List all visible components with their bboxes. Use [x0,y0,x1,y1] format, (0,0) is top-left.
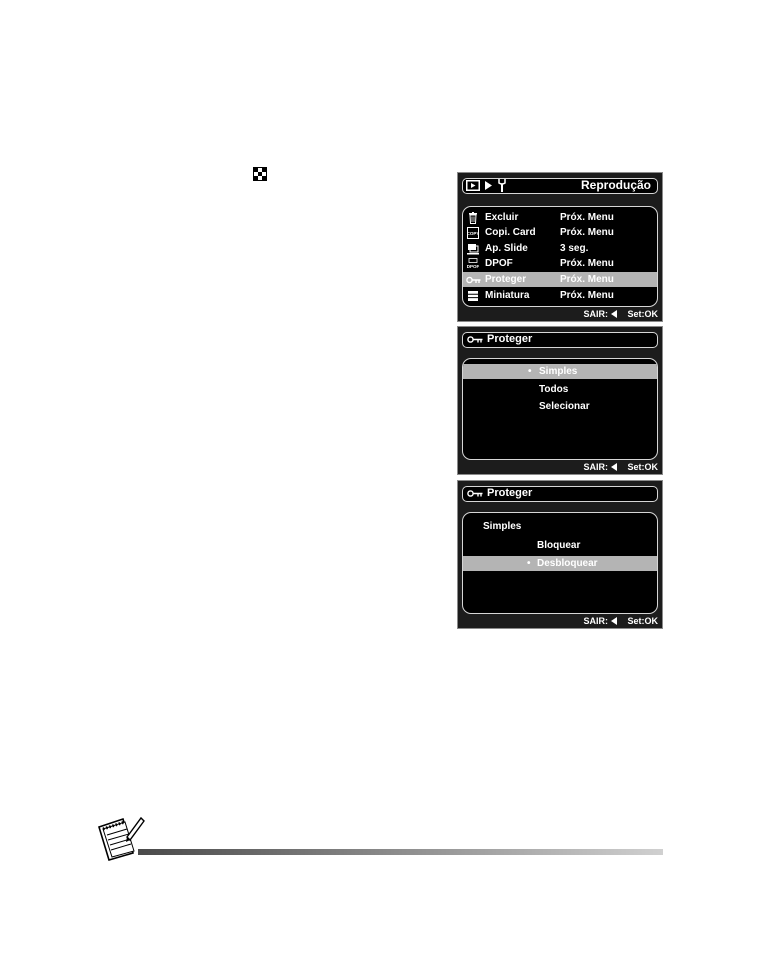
ok-label: Set:OK [627,616,658,626]
menu-item-ap-slide[interactable] [463,241,657,256]
arrow-right-icon [485,181,492,190]
copy-icon [467,227,479,239]
option-label: Todos [539,384,569,395]
menu-item-value: Próx. Menu [560,258,614,269]
key-icon [466,274,481,286]
ok-label: Set:OK [627,309,658,319]
option-simples[interactable] [463,364,657,379]
option-label: Simples [539,366,578,377]
subtitle-label: Simples [483,521,522,532]
left-arrow-icon [611,463,617,471]
screen-proteger-options [457,326,663,475]
menu-item-value: Próx. Menu [560,212,614,223]
dpof-icon [467,258,479,270]
exit-label: SAIR: [583,616,608,626]
proteger-header [462,486,658,502]
key-icon [467,488,483,499]
menu-item-label: Proteger [485,274,527,285]
wrench-icon [497,179,507,192]
option-label: Bloquear [537,540,581,551]
option-desbloquear[interactable] [463,556,657,571]
option-todos[interactable] [463,382,657,397]
note-divider-bar [138,849,663,855]
key-icon [467,334,483,345]
thumbnail-icon [467,290,479,302]
screen-proteger-simples [457,480,663,629]
menu-item-label: Ap. Slide [485,243,528,254]
proteger-header [462,332,658,348]
thumbnail-grid-icon [253,167,267,181]
option-label: Desbloquear [537,558,598,569]
slideshow-icon [467,243,479,255]
menu-item-value: Próx. Menu [560,290,614,301]
exit-label: SAIR: [583,462,608,472]
proteger-title: Proteger [487,487,533,499]
ok-label: Set:OK [627,462,658,472]
menu-item-miniatura[interactable] [463,288,657,303]
proteger-options-list [462,358,658,460]
menu-item-excluir[interactable] [463,210,657,225]
menu-item-dpof[interactable] [463,256,657,271]
option-label: Selecionar [539,401,590,412]
trash-icon [467,212,479,224]
svg-text:COPY: COPY [467,231,479,236]
menu-item-label: Miniatura [485,290,530,301]
exit-label: SAIR: [583,309,608,319]
screen-footer [583,616,658,627]
screen-footer [583,462,658,473]
playback-menu-list [462,206,658,307]
menu-item-proteger[interactable] [463,272,657,287]
menu-item-label: Copi. Card [485,227,536,238]
playback-icon [466,180,480,191]
left-arrow-icon [611,617,617,625]
selected-bullet-icon: • [527,558,531,569]
menu-item-value: 3 seg. [560,243,589,254]
screen-footer [583,309,658,320]
option-bloquear[interactable] [463,538,657,553]
menu-item-value: Próx. Menu [560,227,614,238]
playback-menu-header [462,178,658,194]
simples-subtitle [463,519,657,534]
svg-text:DPOF: DPOF [467,264,479,269]
menu-item-label: Excluir [485,212,519,223]
page-title: Reprodução [580,178,651,192]
simples-options-list [462,512,658,614]
menu-item-label: DPOF [485,258,513,269]
menu-item-value: Próx. Menu [560,274,614,285]
selected-bullet-icon: • [528,366,532,377]
proteger-title: Proteger [487,333,533,345]
option-selecionar[interactable] [463,399,657,414]
screen-playback-menu [457,172,663,322]
left-arrow-icon [611,310,617,318]
menu-item-copi-card[interactable] [463,225,657,240]
